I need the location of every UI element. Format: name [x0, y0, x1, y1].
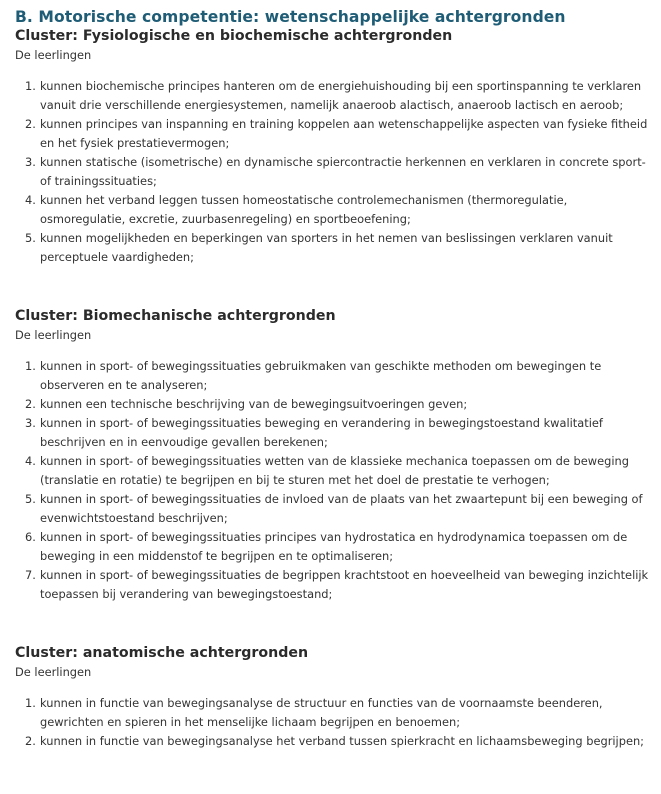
- cluster-section-anatomy: [15, 644, 649, 751]
- item-number: 6.: [25, 530, 36, 544]
- list-item: [15, 694, 649, 732]
- item-number: 4.: [25, 454, 36, 468]
- item-text: kunnen het verband leggen tussen homeostatische controlemechanismen (thermoregulatie, osmoregulatie, excretie, zuurbasenregeling) en sportbeoefening;: [40, 193, 568, 226]
- item-text: kunnen biochemische principes hanteren om de energiehuishouding bij een sportinspanning te verklaren vanuit drie verschillende energiesystemen, namelijk anaeroob alactisch, anaeroob lactisch en aeroob;: [40, 79, 642, 112]
- cluster-intro: De leerlingen: [15, 328, 92, 342]
- item-number: 2.: [25, 117, 36, 131]
- list-item: [15, 732, 649, 751]
- list-item: [15, 153, 649, 191]
- list-item: [15, 490, 649, 528]
- goal-list: [15, 357, 649, 604]
- item-text: kunnen in sport- of bewegingssituaties gebruikmaken van geschikte methoden om bewegingen te observeren en te analyseren;: [40, 359, 602, 392]
- list-item: [15, 414, 649, 452]
- item-text: kunnen in sport- of bewegingssituaties wetten van de klassieke mechanica toepassen om de beweging (translatie en rotatie) te begrijpen en bij te sturen met het doel de prestatie te verhogen;: [40, 454, 629, 487]
- list-item: [15, 115, 649, 153]
- item-text: kunnen in sport- of bewegingssituaties de begrippen krachtstoot en hoeveelheid van beweging inzichtelijk toepassen bij verandering van bewegingstoestand;: [40, 568, 649, 601]
- item-text: kunnen mogelijkheden en beperkingen van sporters in het nemen van beslissingen verklaren vanuit perceptuele vaardigheden;: [40, 231, 613, 264]
- list-item: [15, 566, 649, 604]
- item-text: kunnen in sport- of bewegingssituaties principes van hydrostatica en hydrodynamica toepassen om de beweging in een middenstof te begrijpen en te optimaliseren;: [40, 530, 628, 563]
- item-number: 3.: [25, 155, 36, 169]
- cluster-title: Cluster: anatomische achtergronden: [15, 645, 309, 661]
- item-number: 7.: [25, 568, 36, 582]
- list-item: [15, 77, 649, 115]
- item-text: kunnen in sport- of bewegingssituaties beweging en verandering in bewegingstoestand kwalitatief beschrijven en in eenvoudige gevallen berekenen;: [40, 416, 603, 449]
- list-item: [15, 357, 649, 395]
- item-number: 1.: [25, 696, 36, 710]
- page-title: B. Motorische competentie: wetenschappelijke achtergronden: [15, 8, 566, 26]
- item-text: kunnen statische (isometrische) en dynamische spiercontractie herkennen en verklaren in concrete sport- of trainingssituaties;: [40, 155, 646, 188]
- item-number: 2.: [25, 397, 36, 411]
- cluster-section-biomechanics: [15, 307, 649, 604]
- goal-list: [15, 77, 649, 267]
- cluster-title: Cluster: Fysiologische en biochemische achtergronden: [15, 28, 453, 44]
- cluster-intro: De leerlingen: [15, 665, 92, 679]
- cluster-section-physiology: [15, 27, 649, 267]
- item-text: kunnen een technische beschrijving van de bewegingsuitvoeringen geven;: [40, 397, 468, 411]
- item-number: 1.: [25, 79, 36, 93]
- list-item: [15, 191, 649, 229]
- item-text: kunnen in functie van bewegingsanalyse de structuur en functies van de voornaamste beenderen, gewrichten en spieren in het menselijke lichaam begrijpen en benoemen;: [40, 696, 603, 729]
- cluster-intro: De leerlingen: [15, 48, 92, 62]
- item-number: 5.: [25, 492, 36, 506]
- item-number: 4.: [25, 193, 36, 207]
- item-number: 5.: [25, 231, 36, 245]
- list-item: [15, 229, 649, 267]
- item-text: kunnen in functie van bewegingsanalyse het verband tussen spierkracht en lichaamsbeweging begrijpen;: [40, 734, 645, 748]
- item-text: kunnen principes van inspanning en training koppelen aan wetenschappelijke aspecten van fysieke fitheid en het fysiek prestatievermogen;: [40, 117, 648, 150]
- item-number: 2.: [25, 734, 36, 748]
- goal-list: [15, 694, 649, 751]
- item-number: 3.: [25, 416, 36, 430]
- item-number: 1.: [25, 359, 36, 373]
- list-item: [15, 452, 649, 490]
- cluster-title: Cluster: Biomechanische achtergronden: [15, 308, 336, 324]
- list-item: [15, 395, 649, 414]
- list-item: [15, 528, 649, 566]
- item-text: kunnen in sport- of bewegingssituaties de invloed van de plaats van het zwaartepunt bij een beweging of evenwichtstoestand beschrijven;: [40, 492, 643, 525]
